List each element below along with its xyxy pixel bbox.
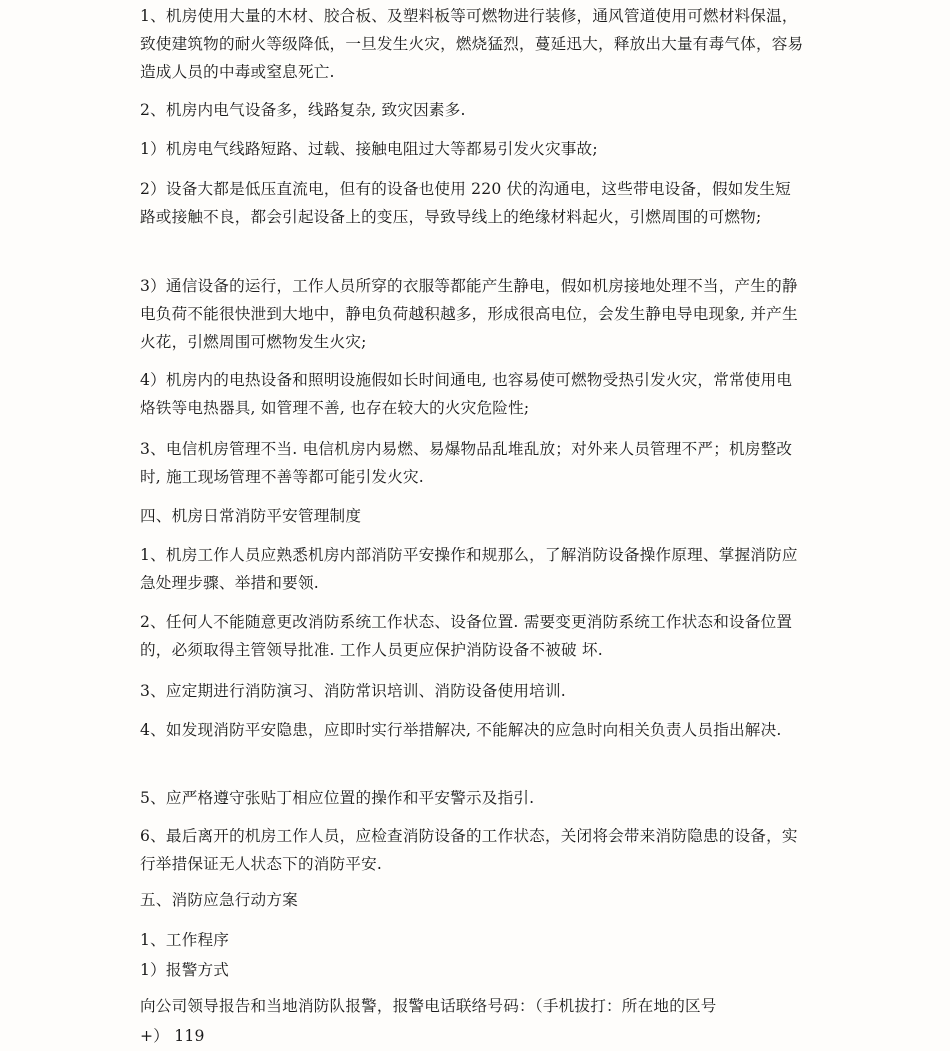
- rule-last-leaving: 6、最后离开的机房工作人员，应检查消防设备的工作状态，关闭将会带来消防隐患的设备，实行举措保证无人状态下的消防平安.: [140, 827, 798, 873]
- rule-hazards: 4、如发现消防平安隐患，应即时实行举措解决, 不能解决的应急时向相关负责人员指出解决.: [140, 721, 782, 739]
- paragraph-short-circuit: 1）机房电气线路短路、过载、接触电阻过大等都易引发火灾事故;: [140, 140, 598, 158]
- paragraph-alarm-instructions: 向公司领导报告和当地消防队报警，报警电话联络号码：（手机拔打：所在地的区号+） 119: [140, 997, 717, 1045]
- paragraph-risk-electrical: 2、机房内电气设备多，线路复杂, 致灾因素多.: [140, 101, 466, 119]
- paragraph-poor-management: 3、电信机房管理不当. 电信机房内易燃、易爆物品乱堆乱放；对外来人员管理不严；机房整改时, 施工现场管理不善等都可能引发火灾.: [140, 440, 793, 486]
- rule-familiarity: 1、机房工作人员应熟悉机房内部消防平安操作和规那么，了解消防设备操作原理、掌握消防应急处理步骤、举措和要领.: [140, 546, 798, 592]
- section-heading-daily-safety: 四、机房日常消防平安管理制度: [140, 507, 362, 525]
- subheading-alarm-method: 1）报警方式: [140, 961, 230, 979]
- paragraph-heating-devices: 4）机房内的电热设备和照明设施假如长时间通电, 也容易使可燃物受热引发火灾，常常使用电烙铁等电热器具, 如管理不善, 也存在较大的火灾危险性;: [140, 371, 793, 417]
- rule-no-changes: 2、任何人不能随意更改消防系统工作状态、设备位置. 需要变更消防系统工作状态和设备位置的，必须取得主管领导批准. 工作人员更应保护消防设备不被破 坏.: [140, 613, 793, 659]
- rule-drills: 3、应定期进行消防演习、消防常识培训、消防设备使用培训.: [140, 682, 566, 700]
- rule-warnings: 5、应严格遵守张贴丁相应位置的操作和平安警示及指引.: [140, 789, 535, 807]
- paragraph-static: 3）通信设备的运行，工作人员所穿的衣服等都能产生静电，假如机房接地处理不当，产生的静电负荷不能很快泄到大地中，静电负荷越积越多，形成很高电位，会发生静电导电现象, 并产生火花，引燃周围可燃物发生火灾;: [140, 277, 798, 351]
- paragraph-dc-equipment: 2）设备大都是低压直流电，但有的设备也使用 220 伏的沟通电，这些带电设备，假如发生短路或接触不良，都会引起设备上的变压，导致导线上的绝缘材料起火，引燃周围的可燃物;: [140, 180, 791, 226]
- section-heading-emergency-plan: 五、消防应急行动方案: [140, 891, 298, 909]
- paragraph-risk-materials: 1、机房使用大量的木材、胶合板、及塑料板等可燃物进行装修，通风管道使用可燃材料保温，致使建筑物的耐火等级降低，一旦发生火灾，燃烧猛烈，蔓延迅大，释放出大量有毒气体，容易造成人员的中毒或窒息死亡.: [140, 7, 804, 81]
- subheading-procedure: 1、工作程序: [140, 931, 230, 949]
